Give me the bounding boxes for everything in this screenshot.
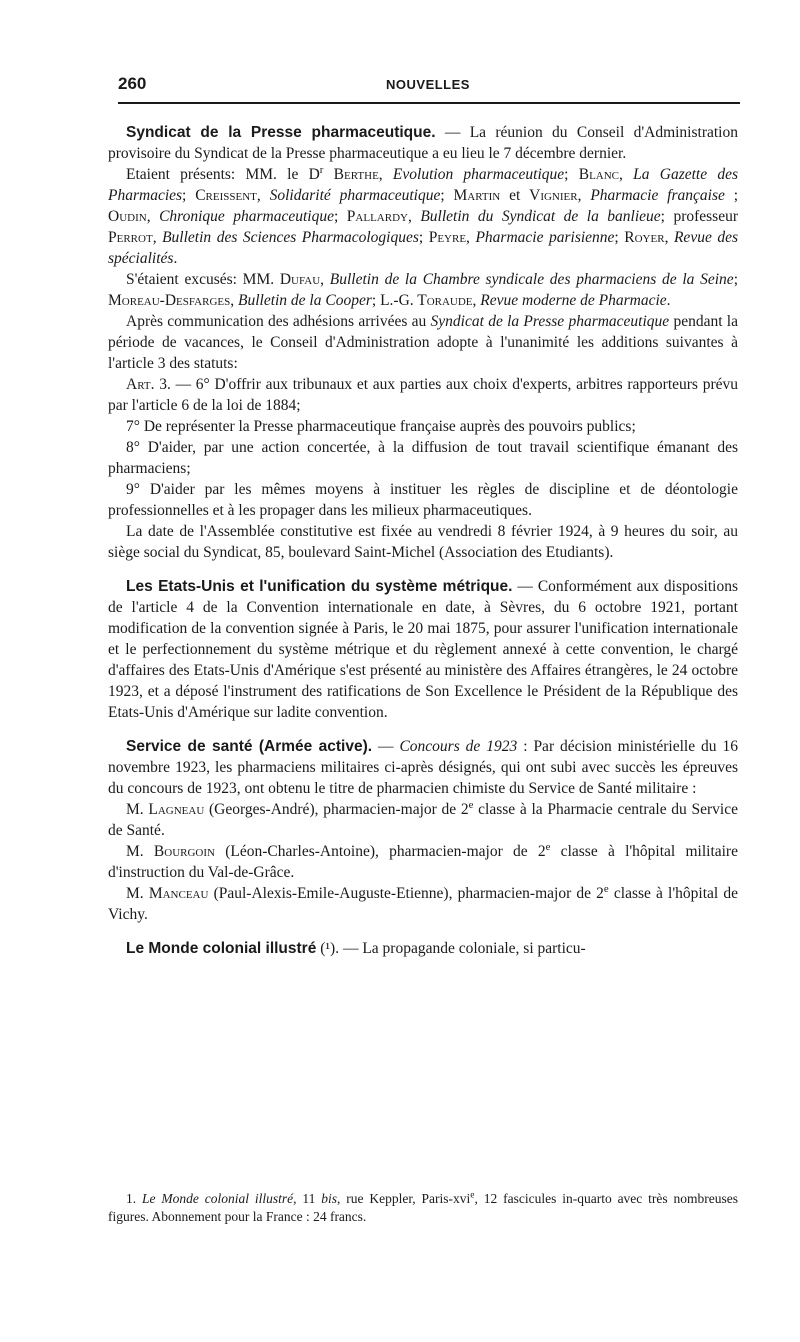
footnote-ref: (¹). <box>316 940 340 957</box>
section-heading: Service de santé (Armée active). <box>126 738 373 755</box>
article-3: Art. 3. — 6° D'offrir aux tribunaux et aux parties aux choix d'experts, arbitres rapporteurs prévu par l'article 6 de la loi de 1884; <box>108 376 738 414</box>
page-header <box>118 74 738 96</box>
section-sante <box>108 736 738 925</box>
adhesions-paragraph: Après communication des adhésions arrivées au Syndicat de la Presse pharmaceutique pendant la période de vacances, le Conseil d'Administration adopte à l'unanimité les additions suivantes à l'article 3 des statuts: <box>108 313 738 372</box>
section-monde-colonial <box>108 938 738 959</box>
sante-m1: M. Lagneau (Georges-André), pharmacien-major de 2e classe à la Pharmacie centrale du Service de Santé. <box>108 798 738 839</box>
section-heading: Les Etats-Unis et l'unification du système métrique. <box>126 578 513 595</box>
page-body <box>108 122 738 959</box>
syndicat-intro: Syndicat de la Presse pharmaceutique. — La réunion du Conseil d'Administration provisoire du Syndicat de la Presse pharmaceutique a eu lieu le 7 décembre dernier. <box>108 124 738 162</box>
article-item-7: 7° De représenter la Presse pharmaceutique française auprès des pouvoirs publics; <box>126 418 636 435</box>
page-number: 260 <box>118 74 147 93</box>
sante-paragraph: Service de santé (Armée active). — Concours de 1923 : Par décision ministérielle du 16 novembre 1923, les pharmaciens militaires ci-après désignés, qui ont subi avec succès les épreuves du concours de 1923, ont obtenu le titre de pharmacien chimiste du Service de Santé militaire : <box>108 738 738 797</box>
section-heading: Syndicat de la Presse pharmaceutique. <box>126 124 436 141</box>
etats-unis-paragraph: Les Etats-Unis et l'unification du système métrique. — Conformément aux dispositions de l'article 4 de la Convention internationale en date, à Sèvres, du 6 octobre 1921, portant modification de la convention signée à Paris, le 20 mai 1875, pour assurer l'unification internationale et le perfectionnement du système métrique et du règlement annexé à cette convention, le chargé d'affaires des Etats-Unis d'Amérique s'est présenté au ministère des Affaires étrangères, le 24 octobre 1923, et a déposé l'instrument des ratifications de Son Excellence le Président de la République des Etats-Unis d'Amérique sur ladite convention. <box>108 578 738 721</box>
sante-m2: M. Bourgoin (Léon-Charles-Antoine), pharmacien-major de 2e classe à l'hôpital militaire d'instruction du Val-de-Grâce. <box>108 840 738 881</box>
section-etats-unis <box>108 576 738 723</box>
footnotes <box>108 1190 738 1226</box>
assemblee-paragraph: La date de l'Assemblée constitutive est fixée au vendredi 8 février 1924, à 9 heures du soir, au siège social du Syndicat, 85, boulevard Saint-Michel (Association des Etudiants). <box>108 523 738 561</box>
section-syndicat <box>108 122 738 563</box>
excuses-paragraph: S'étaient excusés: MM. Dufau, Bulletin de la Chambre syndicale des pharmaciens de la Seine; Moreau-Desfarges, Bulletin de la Cooper; L.-G. Toraude, Revue moderne de Pharmacie. <box>108 271 739 309</box>
article-item-9: 9° D'aider par les mêmes moyens à instituer les règles de discipline et de déontologie professionnelles et à les propager dans les milieux pharmaceutiques. <box>108 481 738 519</box>
section-heading: Le Monde colonial illustré <box>126 940 317 957</box>
footnote-1: 1. Le Monde colonial illustré, 11 bis, rue Keppler, Paris-xvi$^e$, 12 fascicules in-quarto avec très nombreuses figures. Abonnement pour la France : 24 francs. <box>108 1190 739 1224</box>
header-rule <box>118 102 740 104</box>
article-item-8: 8° D'aider, par une action concertée, à la diffusion de tout travail scientifique émanant des pharmaciens; <box>108 439 738 477</box>
running-title: NOUVELLES <box>386 77 470 92</box>
monde-paragraph: Le Monde colonial illustré (¹). — La propagande coloniale, si particu- <box>126 940 586 957</box>
sante-m3: M. Manceau (Paul-Alexis-Emile-Auguste-Etienne), pharmacien-major de 2e classe à l'hôpital de Vichy. <box>108 882 738 923</box>
presents-paragraph: Etaient présents: MM. le $D^r$ Berthe, Evolution pharmaceutique; Blanc, La Gazette des Pharmacies; Creissent, Solidarité pharmaceutique; Martin et Vignier, Pharmacie française ; Oudin, Chronique pharmaceutique; Pallardy, Bulletin du Syndicat de la banlieue; professeur Perrot, Bulletin des Sciences Pharmacologiques; Peyre, Pharmacie parisienne; Royer, Revue des spécialités. <box>108 163 739 267</box>
